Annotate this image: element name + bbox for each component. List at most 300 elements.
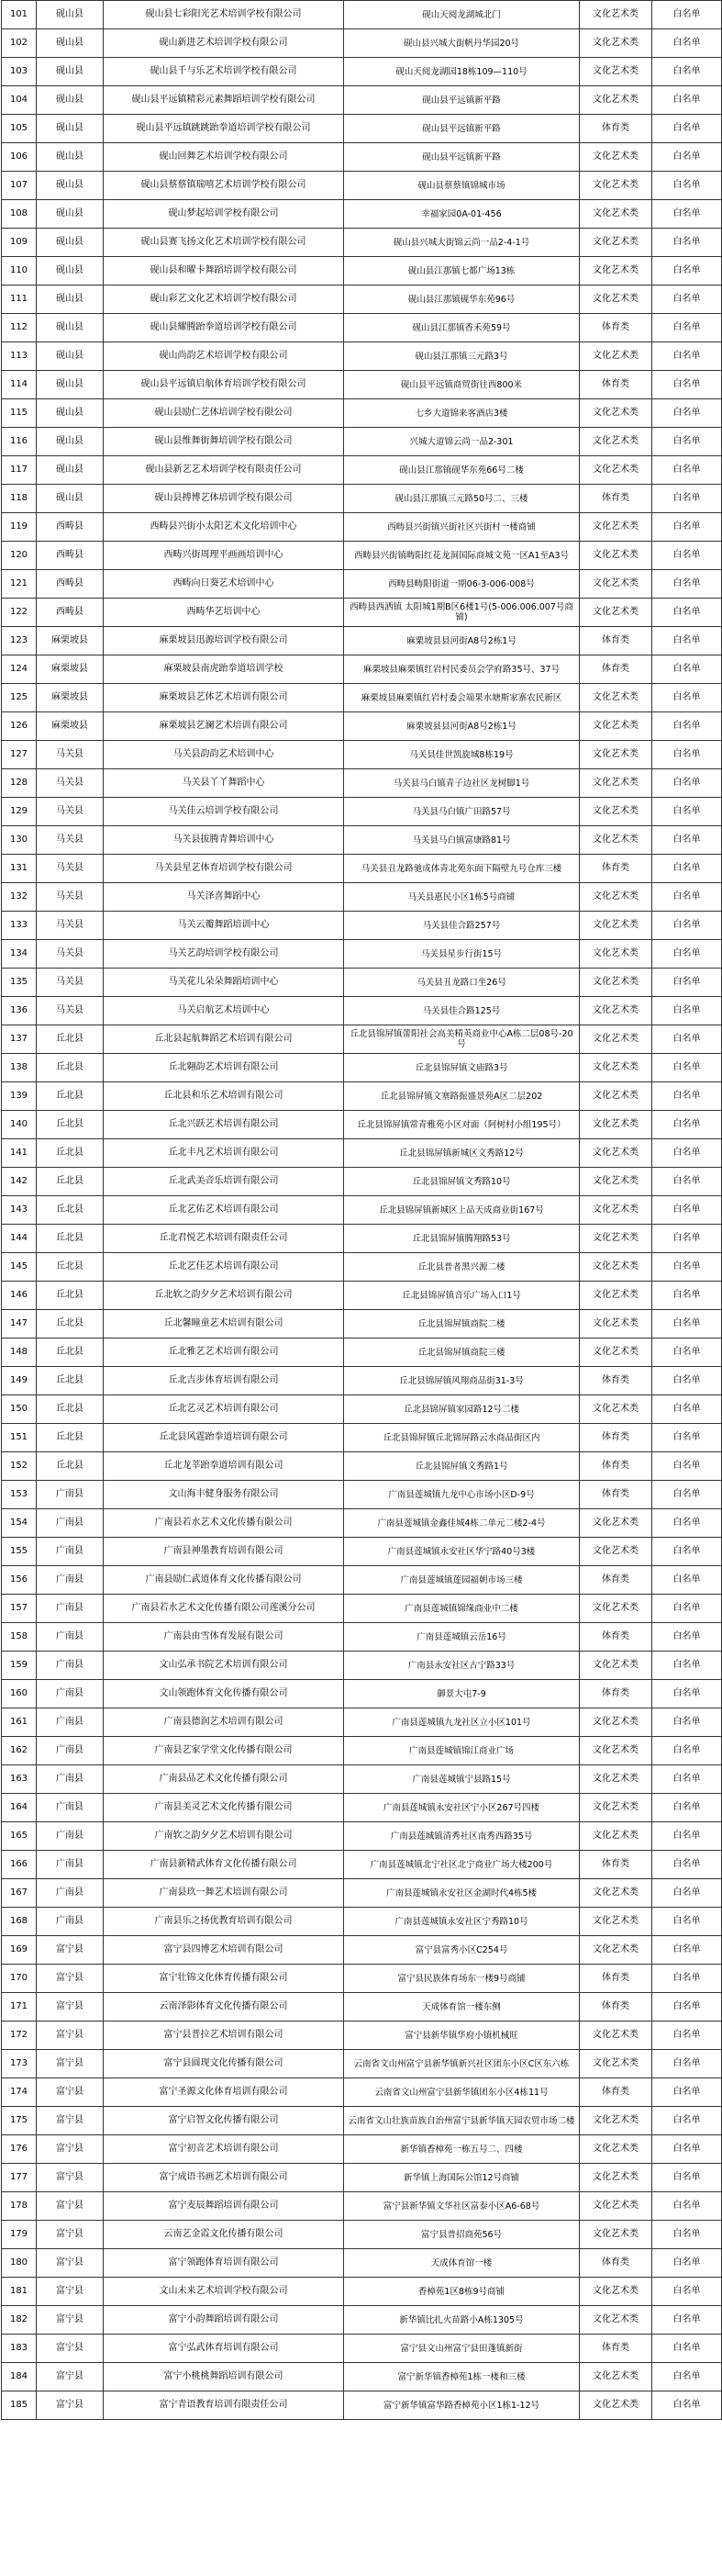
address-cell: 丘北县锦屏镇文塞路振盛景苑A区二层202	[344, 1082, 580, 1111]
list-status-cell: 白名单	[652, 1082, 722, 1111]
row-number-cell: 139	[2, 1082, 37, 1111]
address-cell: 砚山天阅龙湖城北门	[344, 1, 580, 29]
county-cell: 富宁县	[37, 1993, 104, 2022]
institution-name-cell: 丘北龙莘跆拳道培训有限公司	[104, 1452, 344, 1481]
address-cell: 天成体育馆一楼东侧	[344, 1993, 580, 2022]
list-status-cell: 白名单	[652, 2363, 722, 2391]
category-cell: 文化艺术类	[580, 1822, 652, 1851]
row-number-cell: 165	[2, 1822, 37, 1851]
county-cell: 马关县	[37, 940, 104, 969]
address-cell: 砚山县平远镇商贸街往西800米	[344, 371, 580, 399]
address-cell: 砚山县江那镇三元路50号二、三楼	[344, 485, 580, 513]
address-cell: 丘北县锦屏镇文庙路3号	[344, 1054, 580, 1082]
address-cell: 砚山县兴城大街帆丹华园20号	[344, 29, 580, 58]
table-row	[2, 1395, 722, 1424]
list-status-cell: 白名单	[652, 769, 722, 798]
table-row	[2, 627, 722, 655]
list-status-cell: 白名单	[652, 940, 722, 969]
row-number-cell: 136	[2, 997, 37, 1025]
address-cell: 丘北县普者黑兴源二楼	[344, 1253, 580, 1282]
address-cell: 砚山县江那镇香禾苑59号	[344, 314, 580, 342]
category-cell: 文化艺术类	[580, 912, 652, 940]
county-cell: 砚山县	[37, 314, 104, 342]
table-row	[2, 940, 722, 969]
row-number-cell: 114	[2, 371, 37, 399]
table-row	[2, 1082, 722, 1111]
table-row	[2, 2278, 722, 2306]
list-status-cell: 白名单	[652, 969, 722, 997]
address-cell: 丘北县锦屏镇音乐广场入口1号	[344, 1282, 580, 1310]
county-cell: 丘北县	[37, 1310, 104, 1338]
county-cell: 丘北县	[37, 1452, 104, 1481]
list-status-cell: 白名单	[652, 684, 722, 712]
institution-name-cell: 广南县若水艺术文化传播有限公司	[104, 1509, 344, 1538]
table-row	[2, 2335, 722, 2363]
county-cell: 广南县	[37, 1708, 104, 1737]
category-cell: 文化艺术类	[580, 1139, 652, 1168]
table-row	[2, 2363, 722, 2391]
table-row	[2, 2135, 722, 2164]
institution-name-cell: 砚山县赛飞扬文化艺术培训学校有限公司	[104, 229, 344, 257]
category-cell: 体育类	[580, 115, 652, 143]
institution-name-cell: 砚山县平远镇启航体育培训学校有限公司	[104, 371, 344, 399]
county-cell: 马关县	[37, 769, 104, 798]
category-cell: 文化艺术类	[580, 399, 652, 428]
address-cell: 麻栗坡县县河街A8号2栋1号	[344, 712, 580, 741]
category-cell: 文化艺术类	[580, 86, 652, 115]
table-row	[2, 1623, 722, 1652]
institution-name-cell: 富宁县圆现文化传播有限公司	[104, 2050, 344, 2078]
county-cell: 富宁县	[37, 2164, 104, 2192]
county-cell: 麻栗坡县	[37, 712, 104, 741]
institution-name-cell: 砚山梦起培训学校有限公司	[104, 200, 344, 229]
address-cell: 广南县莲城镇永安社区宁秀路10号	[344, 1908, 580, 1936]
list-status-cell: 白名单	[652, 1908, 722, 1936]
address-cell: 马关县丑龙路口坐26号	[344, 969, 580, 997]
institution-name-cell: 富宁启智文化传播有限公司	[104, 2107, 344, 2135]
table-row	[2, 1822, 722, 1851]
row-number-cell: 130	[2, 826, 37, 855]
list-status-cell: 白名单	[652, 1737, 722, 1765]
row-number-cell: 141	[2, 1139, 37, 1168]
list-status-cell: 白名单	[652, 1395, 722, 1424]
row-number-cell: 131	[2, 855, 37, 883]
category-cell: 文化艺术类	[580, 1025, 652, 1054]
institution-name-cell: 文山海丰健身服务有限公司	[104, 1481, 344, 1509]
list-status-cell: 白名单	[652, 1253, 722, 1282]
county-cell: 富宁县	[37, 2278, 104, 2306]
list-status-cell: 白名单	[652, 1310, 722, 1338]
address-cell: 广南县莲城镇永安社区金湖时代4栋5楼	[344, 1879, 580, 1908]
list-status-cell: 白名单	[652, 2022, 722, 2050]
category-cell: 体育类	[580, 2078, 652, 2107]
list-status-cell: 白名单	[652, 599, 722, 627]
table-row	[2, 485, 722, 513]
category-cell: 文化艺术类	[580, 826, 652, 855]
table-row	[2, 342, 722, 371]
address-cell: 七乡大道锦来客酒店3楼	[344, 399, 580, 428]
row-number-cell: 144	[2, 1225, 37, 1253]
address-cell: 马关县佳合路125号	[344, 997, 580, 1025]
institution-name-cell: 文山弘承书院艺术培训有限公司	[104, 1652, 344, 1680]
list-status-cell: 白名单	[652, 2050, 722, 2078]
county-cell: 砚山县	[37, 456, 104, 485]
institution-name-cell: 富宁成语书画艺术培训有限公司	[104, 2164, 344, 2192]
table-row	[2, 1139, 722, 1168]
row-number-cell: 124	[2, 655, 37, 684]
table-row	[2, 1680, 722, 1708]
row-number-cell: 103	[2, 58, 37, 86]
row-number-cell: 184	[2, 2363, 37, 2391]
institution-name-cell: 广南县神墨教育培训有限公司	[104, 1538, 344, 1566]
institution-name-cell: 砚山回舞艺术培训学校有限公司	[104, 143, 344, 172]
table-row	[2, 399, 722, 428]
category-cell: 文化艺术类	[580, 570, 652, 599]
table-row	[2, 712, 722, 741]
table-row	[2, 1509, 722, 1538]
table-row	[2, 570, 722, 599]
county-cell: 广南县	[37, 1765, 104, 1794]
list-status-cell: 白名单	[652, 1708, 722, 1737]
row-number-cell: 155	[2, 1538, 37, 1566]
list-status-cell: 白名单	[652, 655, 722, 684]
county-cell: 麻栗坡县	[37, 627, 104, 655]
list-status-cell: 白名单	[652, 1936, 722, 1965]
list-status-cell: 白名单	[652, 314, 722, 342]
county-cell: 广南县	[37, 1566, 104, 1595]
address-cell: 富宁县普招商苑56号	[344, 2221, 580, 2249]
category-cell: 文化艺术类	[580, 29, 652, 58]
row-number-cell: 104	[2, 86, 37, 115]
category-cell: 文化艺术类	[580, 2306, 652, 2335]
row-number-cell: 102	[2, 29, 37, 58]
category-cell: 文化艺术类	[580, 741, 652, 769]
list-status-cell: 白名单	[652, 257, 722, 286]
list-status-cell: 白名单	[652, 883, 722, 912]
row-number-cell: 167	[2, 1879, 37, 1908]
institution-name-cell: 砚山县千与乐艺术培训学校有限公司	[104, 58, 344, 86]
table-row	[2, 1965, 722, 1993]
row-number-cell: 157	[2, 1595, 37, 1623]
category-cell: 文化艺术类	[580, 1652, 652, 1680]
county-cell: 广南县	[37, 1879, 104, 1908]
table-row	[2, 257, 722, 286]
institution-name-cell: 砚山县新艺艺术培训学校有限责任公司	[104, 456, 344, 485]
address-cell: 砚山县蔡蔡镇锦城市场	[344, 172, 580, 200]
address-cell: 御景大屯7-9	[344, 1680, 580, 1708]
row-number-cell: 110	[2, 257, 37, 286]
list-status-cell: 白名单	[652, 143, 722, 172]
row-number-cell: 182	[2, 2306, 37, 2335]
category-cell: 文化艺术类	[580, 2107, 652, 2135]
row-number-cell: 151	[2, 1424, 37, 1452]
county-cell: 砚山县	[37, 257, 104, 286]
list-status-cell: 白名单	[652, 1879, 722, 1908]
address-cell: 麻栗坡县县河街A8号2栋1号	[344, 627, 580, 655]
category-cell: 文化艺术类	[580, 542, 652, 570]
row-number-cell: 133	[2, 912, 37, 940]
institution-name-cell: 西畴兴街周理平画画培训中心	[104, 542, 344, 570]
address-cell: 天成体育馆一楼	[344, 2249, 580, 2278]
category-cell: 文化艺术类	[580, 940, 652, 969]
county-cell: 富宁县	[37, 2391, 104, 2420]
county-cell: 丘北县	[37, 1282, 104, 1310]
address-cell: 砚山天阅龙湖园18栋109—110号	[344, 58, 580, 86]
institution-name-cell: 丘北艺灵艺术培训有限公司	[104, 1395, 344, 1424]
county-cell: 砚山县	[37, 115, 104, 143]
category-cell: 文化艺术类	[580, 599, 652, 627]
address-cell: 丘北县锦屏镇丘北锦屏路云水商品街区内	[344, 1424, 580, 1452]
address-cell: 富宁新华镇香樟苑1栋一楼和三楼	[344, 2363, 580, 2391]
institution-name-cell: 丘北武美音乐培训有限公司	[104, 1168, 344, 1196]
institution-name-cell: 砚山县搏博艺体培训学校有限公司	[104, 485, 344, 513]
institution-name-cell: 麻栗坡县艺体艺术培训有限公司	[104, 684, 344, 712]
list-status-cell: 白名单	[652, 1338, 722, 1367]
table-row	[2, 1993, 722, 2022]
address-cell: 西畴县畴阳街道一期06-3-006-008号	[344, 570, 580, 599]
row-number-cell: 112	[2, 314, 37, 342]
category-cell: 文化艺术类	[580, 2164, 652, 2192]
row-number-cell: 174	[2, 2078, 37, 2107]
table-row	[2, 2078, 722, 2107]
category-cell: 体育类	[580, 1424, 652, 1452]
address-cell: 广南县莲城镇锦江商业广场	[344, 1737, 580, 1765]
institution-name-cell: 富宁小桃桃舞蹈培训有限公司	[104, 2363, 344, 2391]
row-number-cell: 177	[2, 2164, 37, 2192]
table-row	[2, 883, 722, 912]
row-number-cell: 162	[2, 1737, 37, 1765]
table-row	[2, 655, 722, 684]
address-cell: 广南县莲城镇北宁社区北宁商业广场大楼200号	[344, 1851, 580, 1879]
row-number-cell: 127	[2, 741, 37, 769]
county-cell: 广南县	[37, 1794, 104, 1822]
row-number-cell: 134	[2, 940, 37, 969]
table-row	[2, 769, 722, 798]
county-cell: 西畴县	[37, 599, 104, 627]
list-status-cell: 白名单	[652, 1538, 722, 1566]
address-cell: 广南县莲城镇清秀社区南秀西路35号	[344, 1822, 580, 1851]
institution-name-cell: 广南县由雪体育发展有限公司	[104, 1623, 344, 1652]
table-row	[2, 1936, 722, 1965]
category-cell: 体育类	[580, 855, 652, 883]
list-status-cell: 白名单	[652, 2078, 722, 2107]
institution-name-cell: 广南县若水艺术文化传播有限公司莲溪分公司	[104, 1595, 344, 1623]
list-status-cell: 白名单	[652, 2135, 722, 2164]
table-row	[2, 1765, 722, 1794]
county-cell: 富宁县	[37, 2335, 104, 2363]
row-number-cell: 163	[2, 1765, 37, 1794]
row-number-cell: 179	[2, 2221, 37, 2249]
list-status-cell: 白名单	[652, 172, 722, 200]
county-cell: 富宁县	[37, 2107, 104, 2135]
category-cell: 文化艺术类	[580, 229, 652, 257]
table-row	[2, 229, 722, 257]
address-cell: 马关县马白镇富康路81号	[344, 826, 580, 855]
address-cell: 云南省文山壮族苗族自治州富宁县新华镇天园农贸市场二楼	[344, 2107, 580, 2135]
list-status-cell: 白名单	[652, 542, 722, 570]
table-row	[2, 143, 722, 172]
institution-name-cell: 西畴向日葵艺术培训中心	[104, 570, 344, 599]
county-cell: 砚山县	[37, 172, 104, 200]
row-number-cell: 135	[2, 969, 37, 997]
row-number-cell: 117	[2, 456, 37, 485]
county-cell: 广南县	[37, 1737, 104, 1765]
county-cell: 马关县	[37, 798, 104, 826]
category-cell: 体育类	[580, 2249, 652, 2278]
institution-name-cell: 麻栗坡县迅源培训学校有限公司	[104, 627, 344, 655]
category-cell: 文化艺术类	[580, 712, 652, 741]
category-cell: 文化艺术类	[580, 58, 652, 86]
county-cell: 丘北县	[37, 1054, 104, 1082]
category-cell: 文化艺术类	[580, 200, 652, 229]
row-number-cell: 115	[2, 399, 37, 428]
institution-name-cell: 马关花儿朵朵舞蹈培训中心	[104, 969, 344, 997]
county-cell: 马关县	[37, 826, 104, 855]
address-cell: 丘北县锦屏镇常青雅苑小区对面（阿树村小组195号）	[344, 1111, 580, 1139]
list-status-cell: 白名单	[652, 1851, 722, 1879]
list-status-cell: 白名单	[652, 741, 722, 769]
category-cell: 文化艺术类	[580, 769, 652, 798]
county-cell: 砚山县	[37, 58, 104, 86]
institution-name-cell: 云南艺金霞文化传播有限公司	[104, 2221, 344, 2249]
table-row	[2, 1111, 722, 1139]
institution-name-cell: 马关泽喜舞蹈中心	[104, 883, 344, 912]
county-cell: 麻栗坡县	[37, 655, 104, 684]
list-status-cell: 白名单	[652, 1, 722, 29]
row-number-cell: 108	[2, 200, 37, 229]
category-cell: 文化艺术类	[580, 2022, 652, 2050]
address-cell: 新华镇香樟苑一栋五号二、四楼	[344, 2135, 580, 2164]
row-number-cell: 119	[2, 513, 37, 542]
institution-name-cell: 马关县韵韵艺术培训中心	[104, 741, 344, 769]
row-number-cell: 156	[2, 1566, 37, 1595]
category-cell: 体育类	[580, 1851, 652, 1879]
county-cell: 富宁县	[37, 1965, 104, 1993]
row-number-cell: 173	[2, 2050, 37, 2078]
institution-name-cell: 砚山县维舞街舞培训学校有限公司	[104, 428, 344, 456]
row-number-cell: 116	[2, 428, 37, 456]
table-row	[2, 826, 722, 855]
county-cell: 丘北县	[37, 1395, 104, 1424]
category-cell: 文化艺术类	[580, 2221, 652, 2249]
row-number-cell: 129	[2, 798, 37, 826]
list-status-cell: 白名单	[652, 115, 722, 143]
category-cell: 体育类	[580, 627, 652, 655]
category-cell: 体育类	[580, 655, 652, 684]
county-cell: 马关县	[37, 883, 104, 912]
category-cell: 文化艺术类	[580, 1936, 652, 1965]
category-cell: 文化艺术类	[580, 2192, 652, 2221]
address-cell: 富宁县富秀小区C254号	[344, 1936, 580, 1965]
county-cell: 富宁县	[37, 2135, 104, 2164]
table-row	[2, 456, 722, 485]
institution-name-cell: 砚山县耀腾跆拳道培训学校有限公司	[104, 314, 344, 342]
institution-name-cell: 富宁县普拉艺术培训有限公司	[104, 2022, 344, 2050]
row-number-cell: 161	[2, 1708, 37, 1737]
county-cell: 麻栗坡县	[37, 684, 104, 712]
table-row	[2, 1595, 722, 1623]
table-row	[2, 2107, 722, 2135]
row-number-cell: 154	[2, 1509, 37, 1538]
institution-name-cell: 麻栗坡县艺澜艺术培训有限公司	[104, 712, 344, 741]
table-row	[2, 1879, 722, 1908]
table-row	[2, 1424, 722, 1452]
category-cell: 体育类	[580, 1965, 652, 1993]
address-cell: 西畴县兴街镇兴街社区兴街村一楼商铺	[344, 513, 580, 542]
county-cell: 丘北县	[37, 1025, 104, 1054]
institution-name-cell: 广南县新精武体育文化传播有限公司	[104, 1851, 344, 1879]
list-status-cell: 白名单	[652, 1481, 722, 1509]
list-status-cell: 白名单	[652, 1424, 722, 1452]
row-number-cell: 150	[2, 1395, 37, 1424]
row-number-cell: 149	[2, 1367, 37, 1395]
category-cell: 文化艺术类	[580, 1253, 652, 1282]
row-number-cell: 146	[2, 1282, 37, 1310]
county-cell: 丘北县	[37, 1338, 104, 1367]
county-cell: 砚山县	[37, 428, 104, 456]
list-status-cell: 白名单	[652, 485, 722, 513]
list-status-cell: 白名单	[652, 855, 722, 883]
county-cell: 砚山县	[37, 86, 104, 115]
category-cell: 文化艺术类	[580, 513, 652, 542]
institution-name-cell: 广南软之韵夕夕艺术培训有限公司	[104, 1822, 344, 1851]
address-cell: 香樟苑1区8栋9号商铺	[344, 2278, 580, 2306]
list-status-cell: 白名单	[652, 200, 722, 229]
row-number-cell: 111	[2, 286, 37, 314]
county-cell: 西畴县	[37, 513, 104, 542]
row-number-cell: 160	[2, 1680, 37, 1708]
table-row	[2, 741, 722, 769]
list-status-cell: 白名单	[652, 1452, 722, 1481]
category-cell: 体育类	[580, 1623, 652, 1652]
category-cell: 文化艺术类	[580, 997, 652, 1025]
institution-name-cell: 马关云瓣舞蹈培训中心	[104, 912, 344, 940]
county-cell: 砚山县	[37, 1, 104, 29]
institution-name-cell: 砚山新进艺术培训学校有限公司	[104, 29, 344, 58]
address-cell: 广南县莲城镇宁县路15号	[344, 1765, 580, 1794]
county-cell: 砚山县	[37, 371, 104, 399]
table-row	[2, 1737, 722, 1765]
address-cell: 丘北县锦屏镇文秀路1号	[344, 1452, 580, 1481]
training-institution-table	[1, 0, 722, 2420]
row-number-cell: 106	[2, 143, 37, 172]
address-cell: 马关县马白镇青子边社区龙树脚1号	[344, 769, 580, 798]
list-status-cell: 白名单	[652, 2107, 722, 2135]
county-cell: 富宁县	[37, 2306, 104, 2335]
table-row	[2, 1794, 722, 1822]
county-cell: 砚山县	[37, 29, 104, 58]
table-row	[2, 86, 722, 115]
county-cell: 砚山县	[37, 286, 104, 314]
address-cell: 广南县莲城镇金鑫佳城4栋二单元二楼2-4号	[344, 1509, 580, 1538]
row-number-cell: 126	[2, 712, 37, 741]
category-cell: 文化艺术类	[580, 2363, 652, 2391]
list-status-cell: 白名单	[652, 798, 722, 826]
institution-name-cell: 砚山县七彩阳光艺术培训学校有限公司	[104, 1, 344, 29]
address-cell: 西畴县西洒镇 太阳城1期B区6楼1号(5-006.006.007号商铺)	[344, 599, 580, 627]
category-cell: 文化艺术类	[580, 172, 652, 200]
institution-name-cell: 丘北艺佳艺术培训有限公司	[104, 1253, 344, 1282]
list-status-cell: 白名单	[652, 826, 722, 855]
category-cell: 文化艺术类	[580, 1794, 652, 1822]
category-cell: 文化艺术类	[580, 342, 652, 371]
list-status-cell: 白名单	[652, 2221, 722, 2249]
table-row	[2, 115, 722, 143]
category-cell: 文化艺术类	[580, 969, 652, 997]
row-number-cell: 175	[2, 2107, 37, 2135]
row-number-cell: 143	[2, 1196, 37, 1225]
table-row	[2, 2164, 722, 2192]
